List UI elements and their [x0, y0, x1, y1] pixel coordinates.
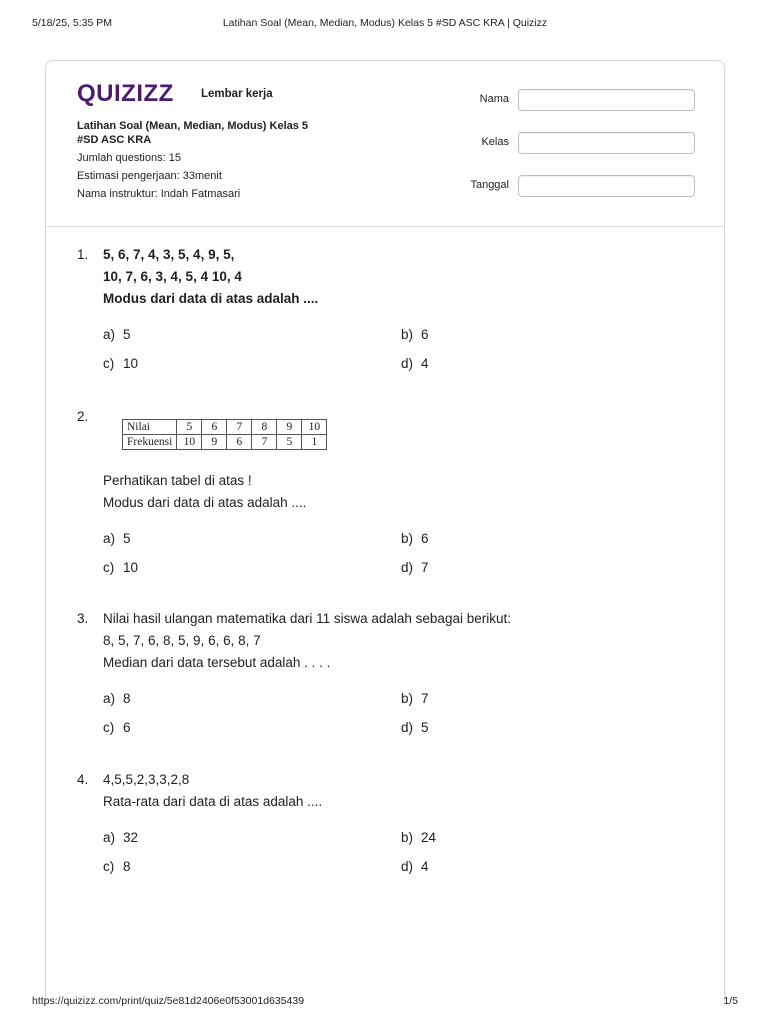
answer-option-a: [103, 830, 138, 845]
question-text-line: 4,5,5,2,3,3,2,8: [103, 772, 190, 787]
option-text: 7: [421, 560, 429, 575]
table-cell: 5: [177, 420, 202, 435]
page-number: 1/5: [723, 995, 738, 1007]
name-field-label: Nama: [479, 93, 509, 105]
option-letter: c): [103, 859, 115, 874]
option-letter: b): [401, 830, 414, 845]
answer-option-d: [401, 859, 429, 874]
table-cell: Frekuensi: [123, 435, 177, 450]
question-prompt: Modus dari data di atas adalah ....: [103, 291, 319, 306]
answer-option-b: [401, 691, 429, 706]
option-text: 4: [421, 356, 429, 371]
option-text: 7: [421, 691, 429, 706]
question-number: 3.: [77, 611, 89, 626]
option-letter: d): [401, 859, 414, 874]
print-url: https://quizizz.com/print/quiz/5e81d2406e0f53001d635439: [32, 995, 305, 1007]
table-row: [123, 435, 327, 450]
answer-option-c: [103, 859, 131, 874]
option-text: 10: [123, 356, 139, 371]
answer-option-d: [401, 720, 429, 735]
question-prompt: Median dari data tersebut adalah . . . .: [103, 655, 331, 670]
table-cell: Nilai: [123, 420, 177, 435]
print-footer: [32, 995, 738, 1009]
table-cell: 7: [252, 435, 277, 450]
option-text: 8: [123, 691, 131, 706]
option-text: 6: [421, 327, 429, 342]
option-letter: a): [103, 327, 116, 342]
print-page-title: Latihan Soal (Mean, Median, Modus) Kelas 5 #SD ASC KRA | Quizizz: [222, 17, 548, 29]
question-number: 4.: [77, 772, 89, 787]
frequency-table: [122, 419, 327, 450]
worksheet-subtitle: Lembar kerja: [201, 88, 273, 100]
option-text: 10: [123, 560, 139, 575]
table-cell: 9: [277, 420, 302, 435]
brand-wordmark: QUIZIZZ: [77, 80, 174, 107]
option-letter: b): [401, 327, 414, 342]
question-text-line: 5, 6, 7, 4, 3, 5, 4, 9, 5,: [103, 247, 235, 262]
question-prompt: Rata-rata dari data di atas adalah ....: [103, 794, 323, 809]
option-letter: b): [401, 691, 414, 706]
question-prompt: Modus dari data di atas adalah ....: [103, 495, 307, 510]
name-field[interactable]: [518, 89, 695, 111]
question-text-line: 10, 7, 6, 3, 4, 5, 4 10, 4: [103, 269, 242, 284]
print-datetime: 5/18/25, 5:35 PM: [32, 17, 112, 29]
option-letter: d): [401, 720, 414, 735]
table-cell: 7: [227, 420, 252, 435]
table-cell: 5: [277, 435, 302, 450]
print-header: [32, 17, 738, 31]
table-cell: 1: [302, 435, 327, 450]
table-cell: 6: [227, 435, 252, 450]
option-text: 5: [421, 720, 429, 735]
date-field[interactable]: [518, 175, 695, 197]
table-row: [123, 420, 327, 435]
question-number: 1.: [77, 247, 89, 262]
table-cell: 8: [252, 420, 277, 435]
option-text: 8: [123, 859, 131, 874]
questions-count: Jumlah questions: 15: [77, 152, 181, 164]
answer-option-c: [103, 560, 138, 575]
option-text: 32: [123, 830, 139, 845]
option-text: 4: [421, 859, 429, 874]
answer-option-b: [401, 327, 429, 342]
answer-option-b: [401, 830, 436, 845]
option-letter: b): [401, 531, 414, 546]
answer-option-a: [103, 531, 131, 546]
option-text: 5: [123, 327, 131, 342]
answer-option-b: [401, 531, 429, 546]
table-cell: 9: [202, 435, 227, 450]
option-text: 6: [123, 720, 131, 735]
answer-option-a: [103, 327, 131, 342]
option-text: 5: [123, 531, 131, 546]
option-text: 24: [421, 830, 437, 845]
option-letter: a): [103, 531, 116, 546]
worksheet-header: [46, 61, 724, 227]
question-text-line: Nilai hasil ulangan matematika dari 11 siswa adalah sebagai berikut:: [103, 611, 511, 626]
question-text-line: Perhatikan tabel di atas !: [103, 473, 252, 488]
class-field[interactable]: [518, 132, 695, 154]
answer-option-d: [401, 356, 429, 371]
option-letter: c): [103, 560, 115, 575]
worksheet-sheet: [45, 60, 725, 1001]
question-text-line: 8, 5, 7, 6, 8, 5, 9, 6, 6, 8, 7: [103, 633, 261, 648]
table-cell: 10: [177, 435, 202, 450]
worksheet-title-line2: #SD ASC KRA: [77, 134, 152, 146]
option-letter: c): [103, 720, 115, 735]
answer-option-d: [401, 560, 429, 575]
option-letter: d): [401, 560, 414, 575]
class-field-label: Kelas: [481, 136, 509, 148]
question-number: 2.: [77, 409, 89, 424]
option-letter: a): [103, 691, 116, 706]
duration-estimate: Estimasi pengerjaan: 33menit: [77, 170, 222, 182]
table-cell: 6: [202, 420, 227, 435]
instructor-name: Nama instruktur: Indah Fatmasari: [77, 188, 241, 200]
table-cell: 10: [302, 420, 327, 435]
answer-option-c: [103, 356, 138, 371]
option-letter: a): [103, 830, 116, 845]
answer-option-a: [103, 691, 131, 706]
worksheet-title-line1: Latihan Soal (Mean, Median, Modus) Kelas 5: [77, 120, 309, 132]
option-letter: d): [401, 356, 414, 371]
answer-option-c: [103, 720, 131, 735]
option-text: 6: [421, 531, 429, 546]
date-field-label: Tanggal: [470, 179, 509, 191]
option-letter: c): [103, 356, 115, 371]
